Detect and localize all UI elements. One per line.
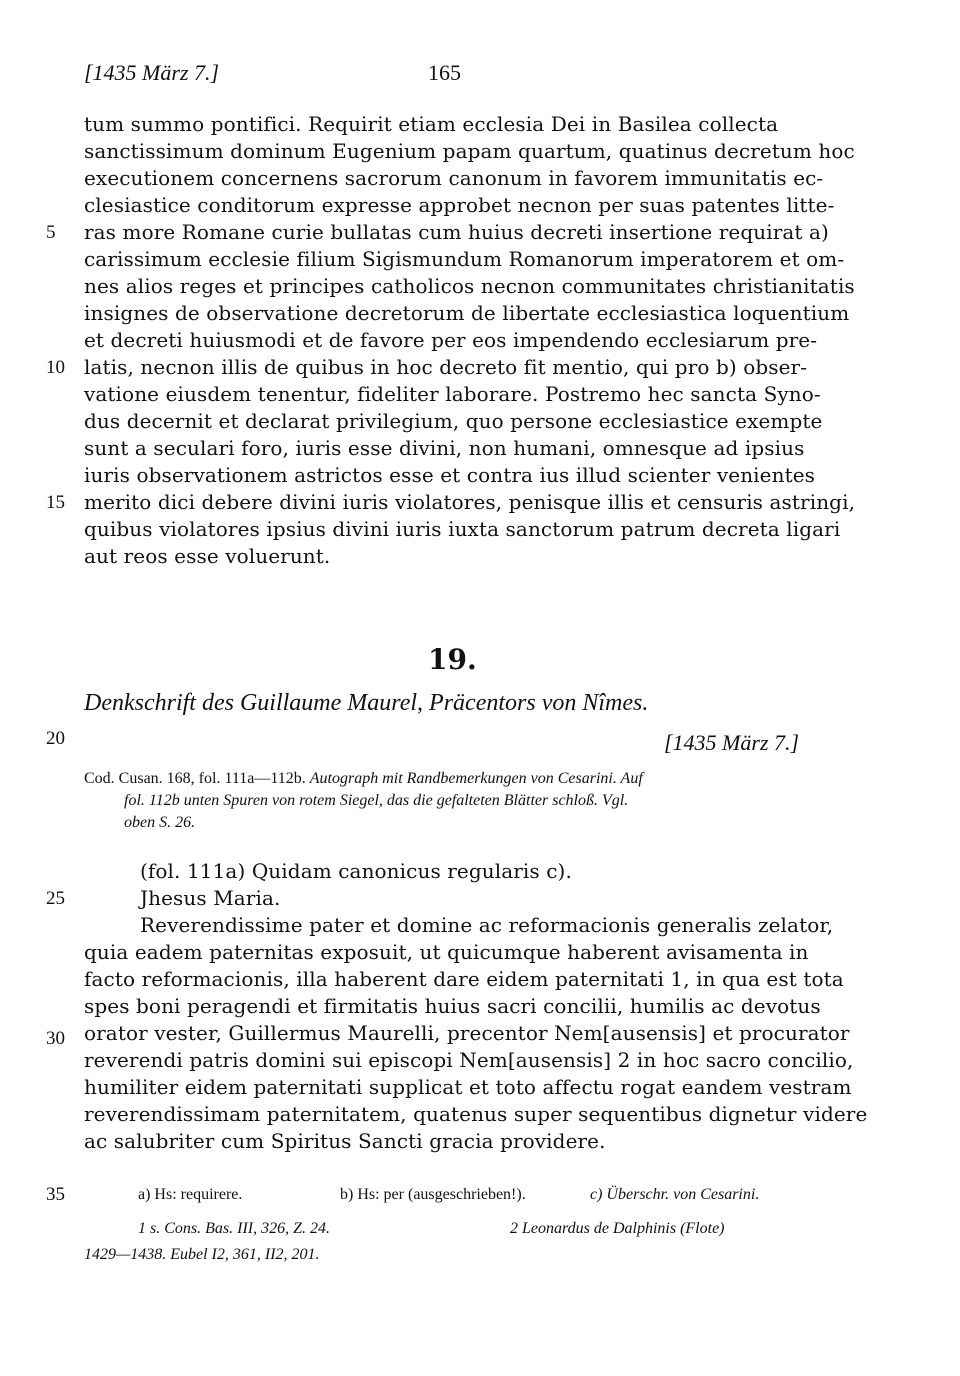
line-number: 15 [46, 492, 65, 513]
line-number: 5 [46, 222, 56, 243]
source-line: oben S. 26. [124, 814, 196, 831]
text-line: vatione eiusdem tenentur, fideliter laborare. Postremo hec sancta Syno- [84, 382, 821, 406]
text-line: sanctissimum dominum Eugenium papam quartum, quatinus decretum hoc [84, 139, 855, 163]
line-number: 25 [46, 888, 65, 909]
footnote-1: 1 s. Cons. Bas. III, 326, Z. 24. [138, 1220, 331, 1237]
letter-line: Reverendissime pater et domine ac reformacionis generalis zelator, [140, 913, 834, 937]
letter-line: ac salubriter cum Spiritus Sancti gracia providere. [84, 1129, 606, 1153]
text-line: insignes de observatione decretorum de libertate ecclesiastica loquentium [84, 301, 850, 325]
text-line: merito dici debere divini iuris violatores, penisque illis et censuris astringi, [84, 490, 856, 514]
text-line: sunt a seculari foro, iuris esse divini, non humani, omnesque ad ipsius [84, 436, 805, 460]
source-note: Autograph mit Randbemerkungen von Cesarini. Auf [309, 770, 643, 787]
letter-line: humiliter eidem paternitati supplicat et toto affectu rogat eandem vestram [84, 1075, 852, 1099]
letter-line: Jhesus Maria. [140, 886, 281, 910]
line-number: 35 [46, 1184, 65, 1205]
source-line: fol. 112b unten Spuren von rotem Siegel, das die gefalteten Blätter schloß. Vgl. [124, 792, 629, 809]
line-number: 20 [46, 728, 65, 749]
text-line: quibus violatores ipsius divini iuris iuxta sanctorum patrum decreta ligari [84, 517, 841, 541]
text-line: dus decernit et declarat privilegium, quo persone ecclesiastice exempte [84, 409, 823, 433]
document-title: Denkschrift des Guillaume Maurel, Präcentors von Nîmes. [84, 690, 649, 716]
text-line: nes alios reges et principes catholicos necnon communitates christianitatis [84, 274, 855, 298]
document-number: 19. [428, 643, 477, 676]
line-number: 30 [46, 1028, 65, 1049]
source-description [84, 768, 824, 834]
letter-line: reverendissimam paternitatem, quatenus super sequentibus dignetur videre [84, 1102, 868, 1126]
source-manuscript: Cod. Cusan. 168, fol. 111a—112b. [84, 770, 306, 787]
source-line [84, 768, 824, 790]
text-line: et decreti huiusmodi et de favore per eos impendendo ecclesiarum pre- [84, 328, 818, 352]
text-line: tum summo pontifici. Requirit etiam ecclesia Dei in Basilea collecta [84, 112, 779, 136]
text-line: clesiastice conditorum expresse approbet necnon per suas patentes litte- [84, 193, 835, 217]
footnote-b: b) Hs: per (ausgeschrieben!). [340, 1186, 526, 1203]
footnote-2-continued: 1429—1438. Eubel I2, 361, II2, 201. [84, 1246, 320, 1263]
letter-line: spes boni peragendi et firmitatis huius sacri concilii, humilis ac devotus [84, 994, 821, 1018]
text-line: carissimum ecclesie filium Sigismundum Romanorum imperatorem et om- [84, 247, 845, 271]
letter-line: orator vester, Guillermus Maurelli, precentor Nem[ausensis] et procurator [84, 1021, 850, 1045]
footnote-c: c) Überschr. von Cesarini. [590, 1186, 760, 1203]
footnote-a: a) Hs: requirere. [138, 1186, 243, 1203]
letter-line: quia eadem paternitas exposuit, ut quicumque haberent avisamenta in [84, 940, 809, 964]
text-line: aut reos esse voluerunt. [84, 544, 331, 568]
letter-line: (fol. 111a) Quidam canonicus regularis c). [140, 859, 572, 883]
page-number: 165 [428, 60, 461, 85]
line-number: 10 [46, 357, 65, 378]
text-line: latis, necnon illis de quibus in hoc decreto fit mentio, qui pro b) obser- [84, 355, 808, 379]
text-line: iuris observationem astrictos esse et contra ius illud scienter venientes [84, 463, 816, 487]
text-line: ras more Romane curie bullatas cum huius decreti insertione requirat a) [84, 220, 829, 244]
document-date: [1435 März 7.] [664, 730, 800, 755]
letter-line: reverendi patris domini sui episcopi Nem[ausensis] 2 in hoc sacro concilio, [84, 1048, 854, 1072]
footnote-2: 2 Leonardus de Dalphinis (Flote) [510, 1220, 725, 1237]
running-header-date: [1435 März 7.] [84, 60, 220, 85]
text-line: executionem concernens sacrorum canonum in favorem immunitatis ec- [84, 166, 824, 190]
letter-line: facto reformacionis, illa haberent dare eidem paternitati 1, in qua est tota [84, 967, 844, 991]
